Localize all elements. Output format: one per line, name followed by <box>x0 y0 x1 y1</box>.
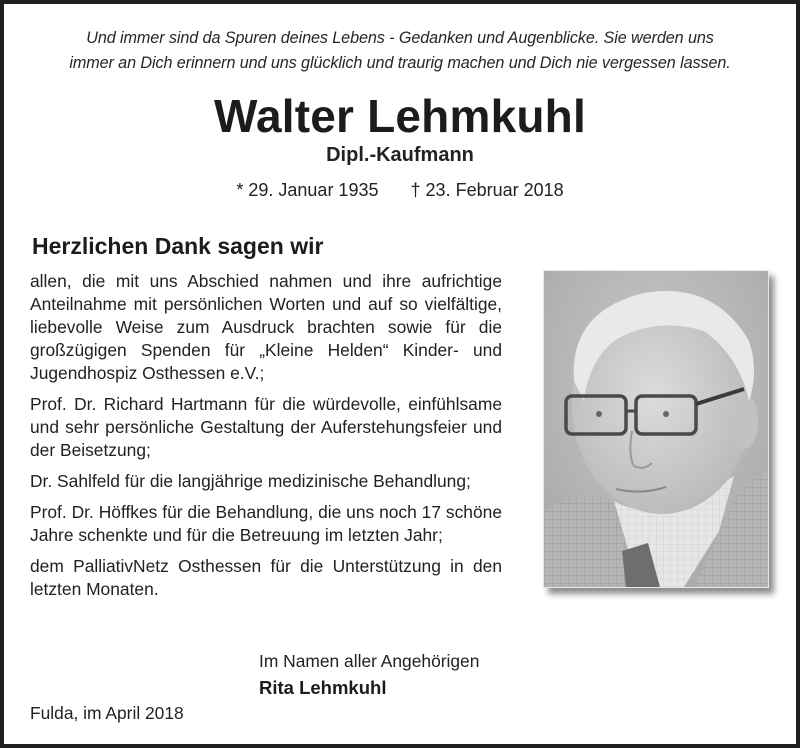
motto-line-1: Und immer sind da Spuren deines Lebens - Gedanken und Augenblicke. Sie werden uns <box>86 29 714 47</box>
thanks-paragraph: Dr. Sahlfeld für die langjährige medizinische Behandlung; <box>30 471 471 491</box>
thanks-body <box>30 270 502 609</box>
deceased-name: Walter Lehmkuhl <box>214 90 586 142</box>
motto-quote <box>4 26 796 76</box>
thanks-paragraph: Prof. Dr. Höffkes für die Behandlung, die uns noch 17 schöne Jahre schenkte und für die Betreuung im letzten Jahr; <box>30 502 502 545</box>
obituary-page <box>4 4 796 744</box>
signature-name: Rita Lehmkuhl <box>259 677 387 698</box>
portrait-photo <box>543 270 769 588</box>
thanks-heading: Herzlichen Dank sagen wir <box>32 233 324 259</box>
death-date: 23. Februar 2018 <box>425 180 564 200</box>
death-cross-icon: † <box>410 180 421 200</box>
thanks-paragraph: allen, die mit uns Abschied nahmen und ihre aufrichtige Anteilnahme mit persönlichen Worten und auf so vielfältige, liebevolle Weise zum Ausdruck brachten sowie für die großzügigen Spenden für „Kleine Helden“ Kinder- und Jugendhospiz Osthessen e.V.; <box>30 271 502 383</box>
thanks-paragraph: Prof. Dr. Richard Hartmann für die würdevolle, einfühlsame und sehr persönliche Gestaltung der Auferstehungsfeier und der Beisetzung; <box>30 394 502 460</box>
portrait-image-icon <box>544 271 768 587</box>
deceased-title: Dipl.-Kaufmann <box>326 144 474 166</box>
signature-intro: Im Namen aller Angehörigen <box>259 651 480 671</box>
life-dates <box>4 178 796 202</box>
birth-date: 29. Januar 1935 <box>248 180 379 200</box>
thanks-paragraph: dem PalliativNetz Osthessen für die Unterstützung in den letzten Monaten. <box>30 556 502 599</box>
place-and-date: Fulda, im April 2018 <box>30 703 184 723</box>
motto-line-2: immer an Dich erinnern und uns glücklich und traurig machen und Dich nie vergessen lassen. <box>69 54 731 72</box>
birth-symbol-icon: * <box>236 180 244 200</box>
